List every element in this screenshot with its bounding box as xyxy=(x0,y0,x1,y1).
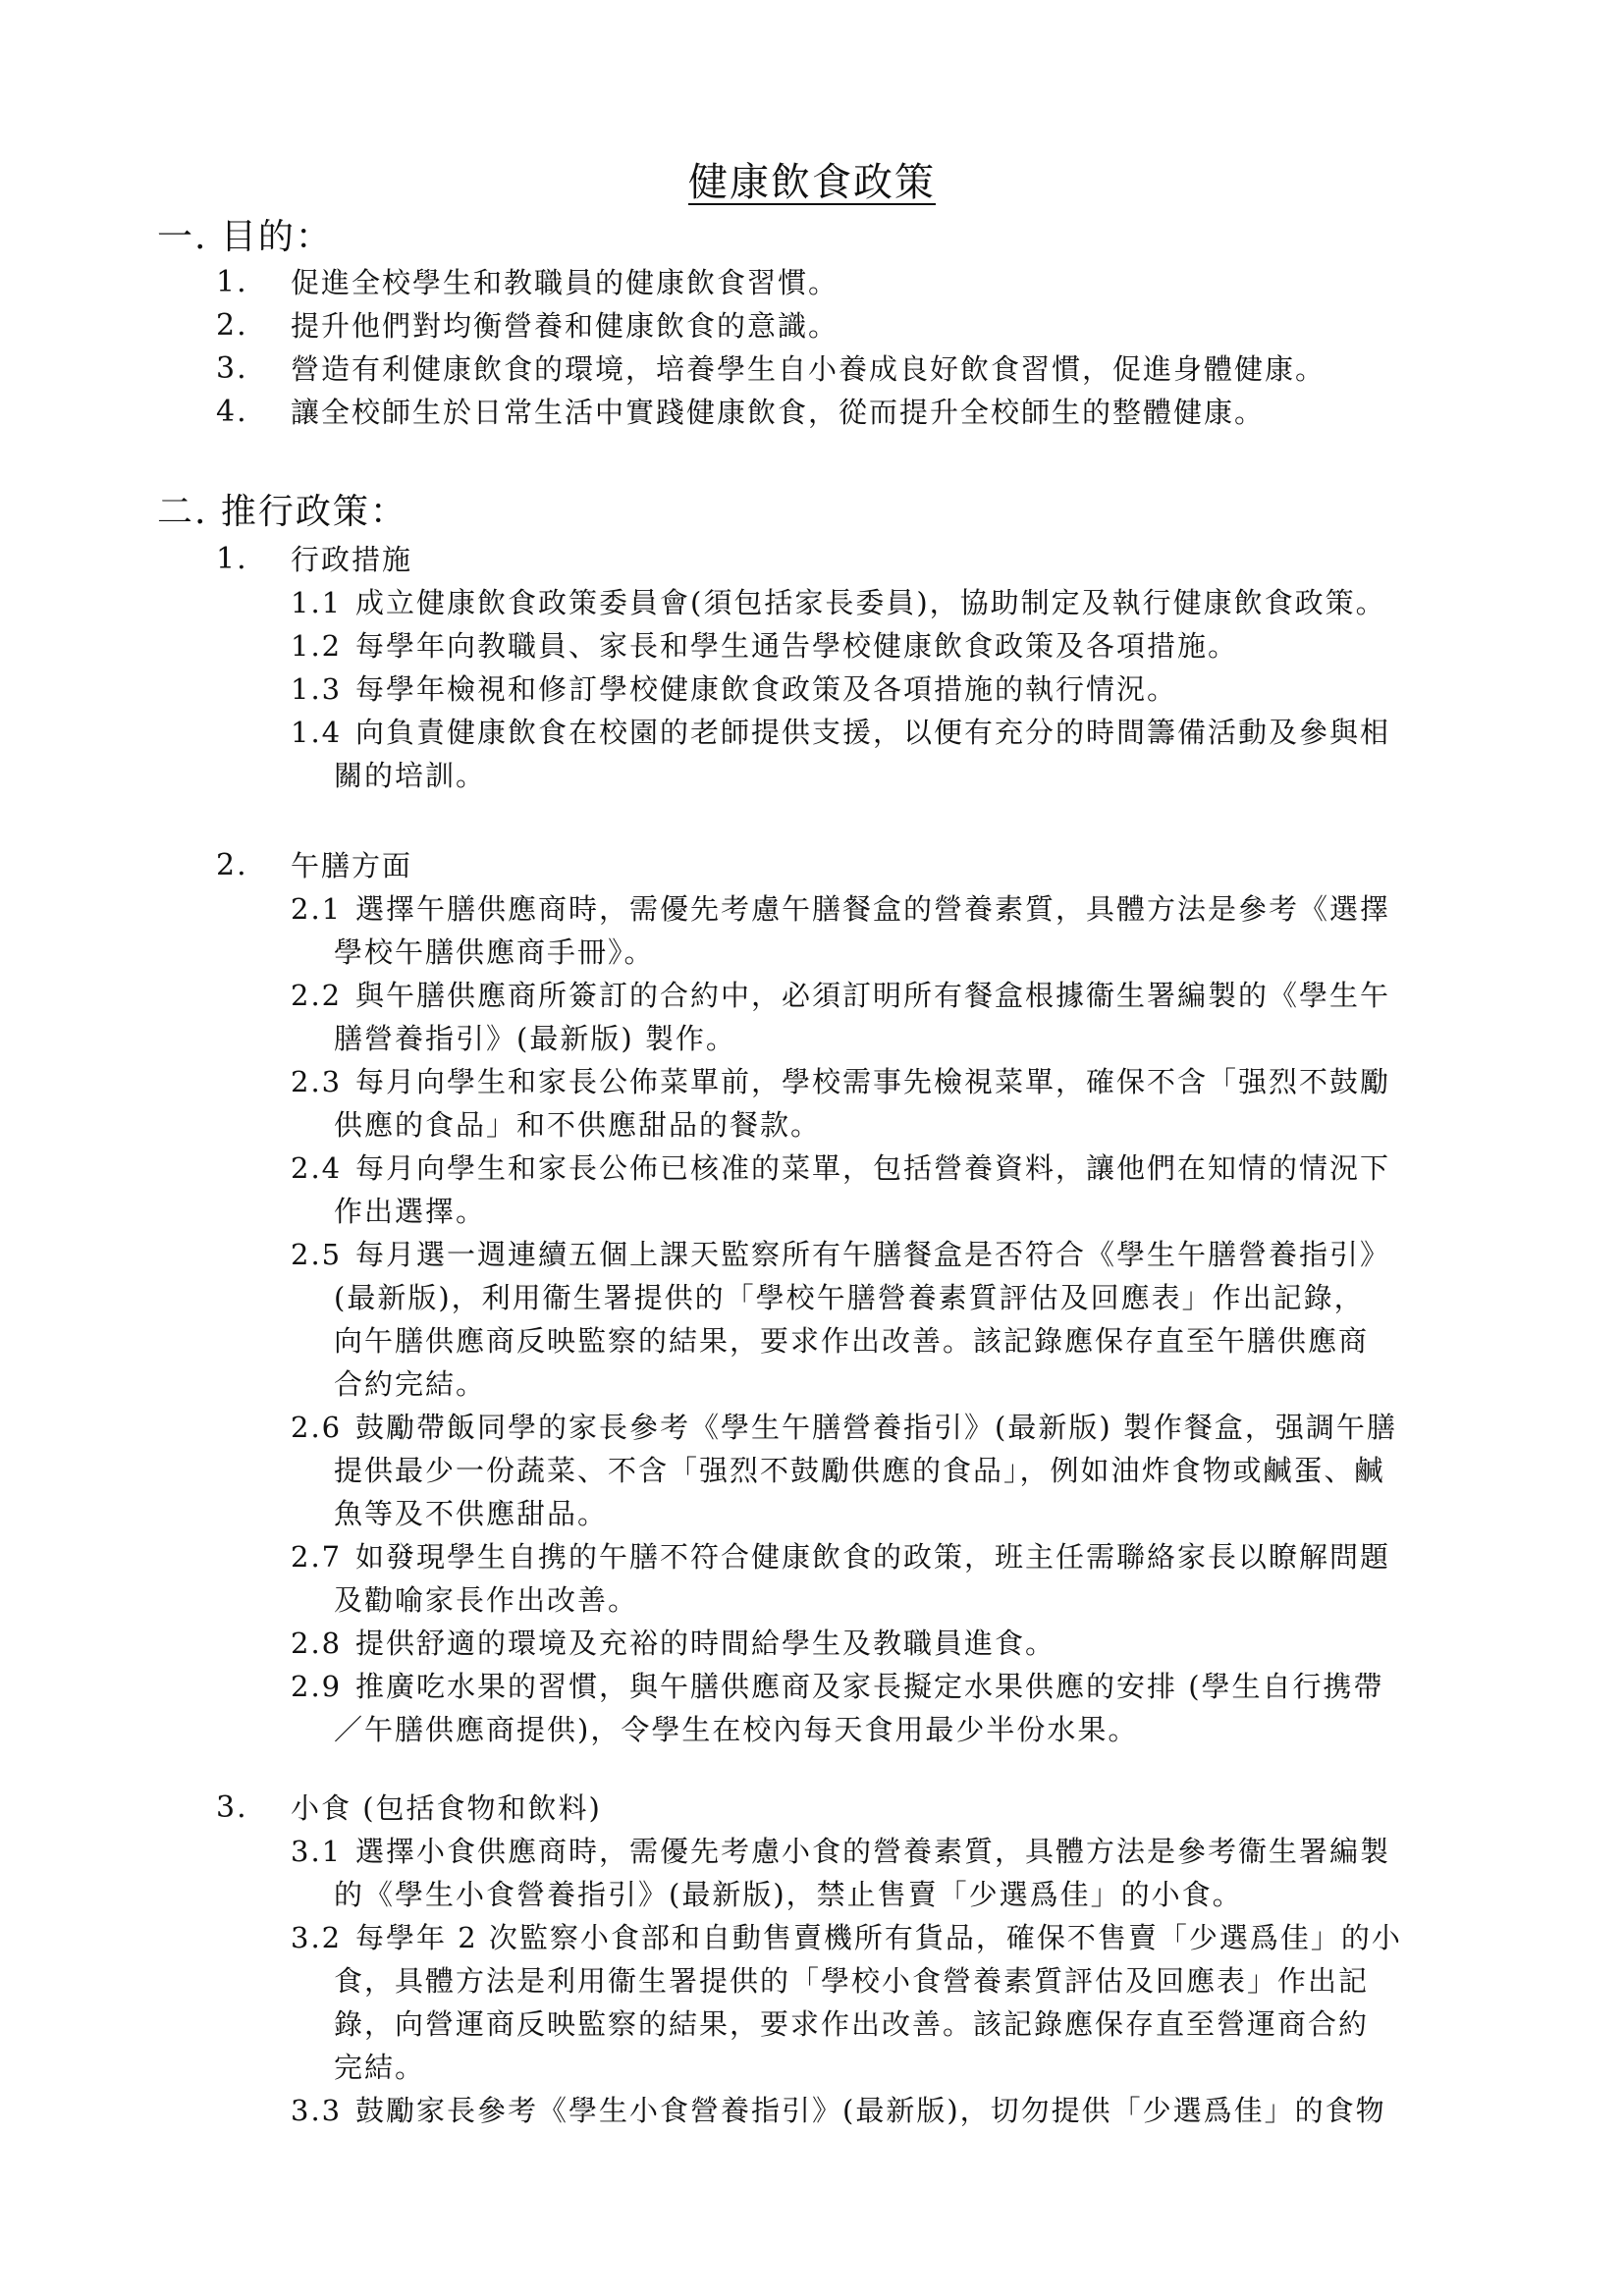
section-heading-policy: 二. 推行政策： xyxy=(157,492,407,532)
section-heading-purpose: 一. 目的： xyxy=(157,217,333,257)
document-title: 健康飲食政策 xyxy=(688,160,936,205)
document-page: 健康飲食政策 一. 目的： 1. 促進全校學生和教職員的健康飲食習慣。 2. 提升他們對均衡營養和健康飲食的意識。 3. 營造有利健康飲食的環境，培養學生自小養成良好飲食習慣，促進身體健康。 4. 讓全校師生於日常生活中實踐健康飲食，從而提升全校師生的整體健康。 二. 推行政策： 1. 行政措施 1.1 成立健康飲食政策委員會(須包括家長委員)，協助制定及執行健康飲食政策。 1.2 每學年向教職員、家長和學生通告學校健康飲食政策及各項措施。 1.3 每學年檢視和修訂學校健康飲食政策及各項措施的執行情況。 1.4 向負責健康飲食在校園的老師提供支援，以便有充分的時間籌備活動及參與相 關的培訓。 2. 午膳方面 2.1 選擇午膳供應商時，需優先考慮午膳餐盒的營養素質，具體方法是參考《選擇 學校午膳供應商手冊》。 2.2 與午膳供應商所簽訂的合約中，必須訂明所有餐盒根據衞生署編製的《學生午 膳營養指引》(最新版) 製作。 2.3 每月向學生和家長公佈菜單前，學校需事先檢視菜單，確保不含「强烈不鼓勵 供應的食品」和不供應甜品的餐款。 2.4 每月向學生和家長公佈已核准的菜單，包括營養資料，讓他們在知情的情況下 作出選擇。 2.5 每月選一週連續五個上課天監察所有午膳餐盒是否符合《學生午膳營養指引》 (最新版)，利用衞生署提供的「學校午膳營養素質評估及回應表」作出記錄， 向午膳供應商反映監察的結果，要求作出改善。該記錄應保存直至午膳供應商 合約完結。 2.6 鼓勵帶飯同學的家長參考《學生午膳營養指引》(最新版) 製作餐盒，强調午膳 提供最少一份蔬菜、不含「强烈不鼓勵供應的食品」，例如油炸食物或鹹蛋、鹹 魚等及不供應甜品。 2.7 如發現學生自携的午膳不符合健康飲食的政策，班主任需聯絡家長以瞭解問題 及勸喻家長作出改善。 2.8 提供舒適的環境及充裕的時間給學生及教職員進食。 2.9 推廣吃水果的習慣，與午膳供應商及家長擬定水果供應的安排 (學生自行携帶 ／午膳供應商提供)，令學生在校內每天食用最少半份水果。 3. 小食 (包括食物和飲料) 3.1 選擇小食供應商時，需優先考慮小食的營養素質，具體方法是參考衞生署編製 的《學生小食營養指引》(最新版)，禁止售賣「少選爲佳」的小食。 3.2 每學年 2 次監察小食部和自動售賣機所有貨品，確保不售賣「少選爲佳」的小 食，具體方法是利用衞生署提供的「學校小食營養素質評估及回應表」作出記 錄，向營運商反映監察的結果，要求作出改善。該記錄應保存直至營運商合約 完結。 3.3 鼓勵家長參考《學生小食營養指引》(最新版)，切勿提供「少選爲佳」的食物 xyxy=(0,0,1624,2296)
